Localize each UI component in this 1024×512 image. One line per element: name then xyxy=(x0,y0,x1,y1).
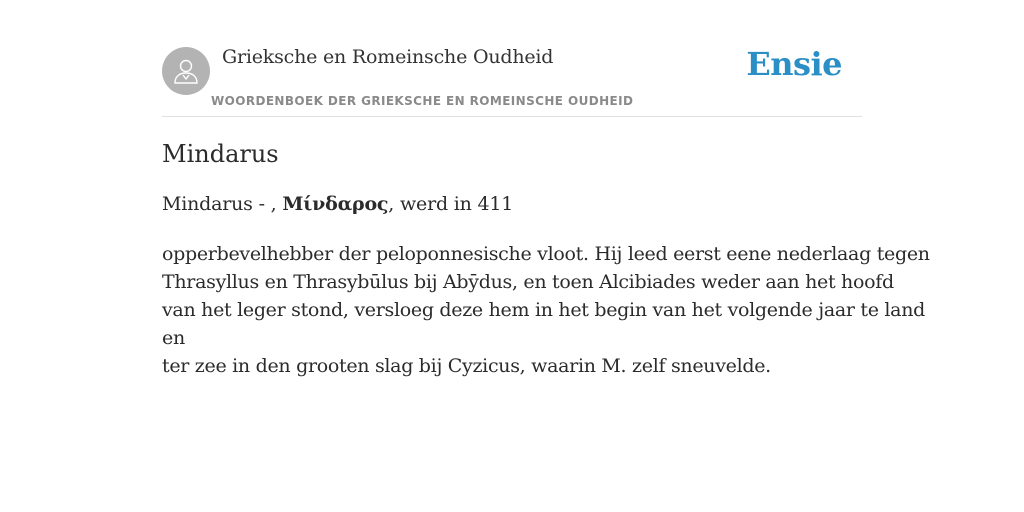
ensie-logo[interactable]: Ensie xyxy=(746,45,842,83)
body-line: opperbevelhebber der peloponnesische vloot. Hij leed eerst eene nederlaag tegen xyxy=(162,243,930,265)
header xyxy=(162,0,862,117)
lead-greek-term: Μίνδαρος xyxy=(282,193,389,215)
source-subtitle[interactable]: WOORDENBOEK DER GRIEKSCHE EN ROMEINSCHE OUDHEID xyxy=(211,94,634,108)
user-icon[interactable] xyxy=(162,47,210,95)
lead-suffix: , werd in 411 xyxy=(388,193,514,215)
body-line: en xyxy=(162,327,185,349)
entry-title: Mindarus xyxy=(162,140,279,168)
body-line: van het leger stond, versloeg deze hem in het begin van het volgende jaar te land xyxy=(162,299,926,321)
source-title[interactable]: Grieksche en Romeinsche Oudheid xyxy=(222,46,554,68)
page-container xyxy=(162,0,930,377)
lead-prefix: Mindarus - , xyxy=(162,193,283,215)
entry-lead xyxy=(162,193,513,215)
body-line: ter zee in den grooten slag bij Cyzicus, waarin M. zelf sneuvelde. xyxy=(162,355,771,377)
entry-body xyxy=(162,240,930,380)
body-line: Thrasyllus en Thrasybūlus bij Abȳdus, en toen Alcibiades weder aan het hoofd xyxy=(162,271,894,293)
